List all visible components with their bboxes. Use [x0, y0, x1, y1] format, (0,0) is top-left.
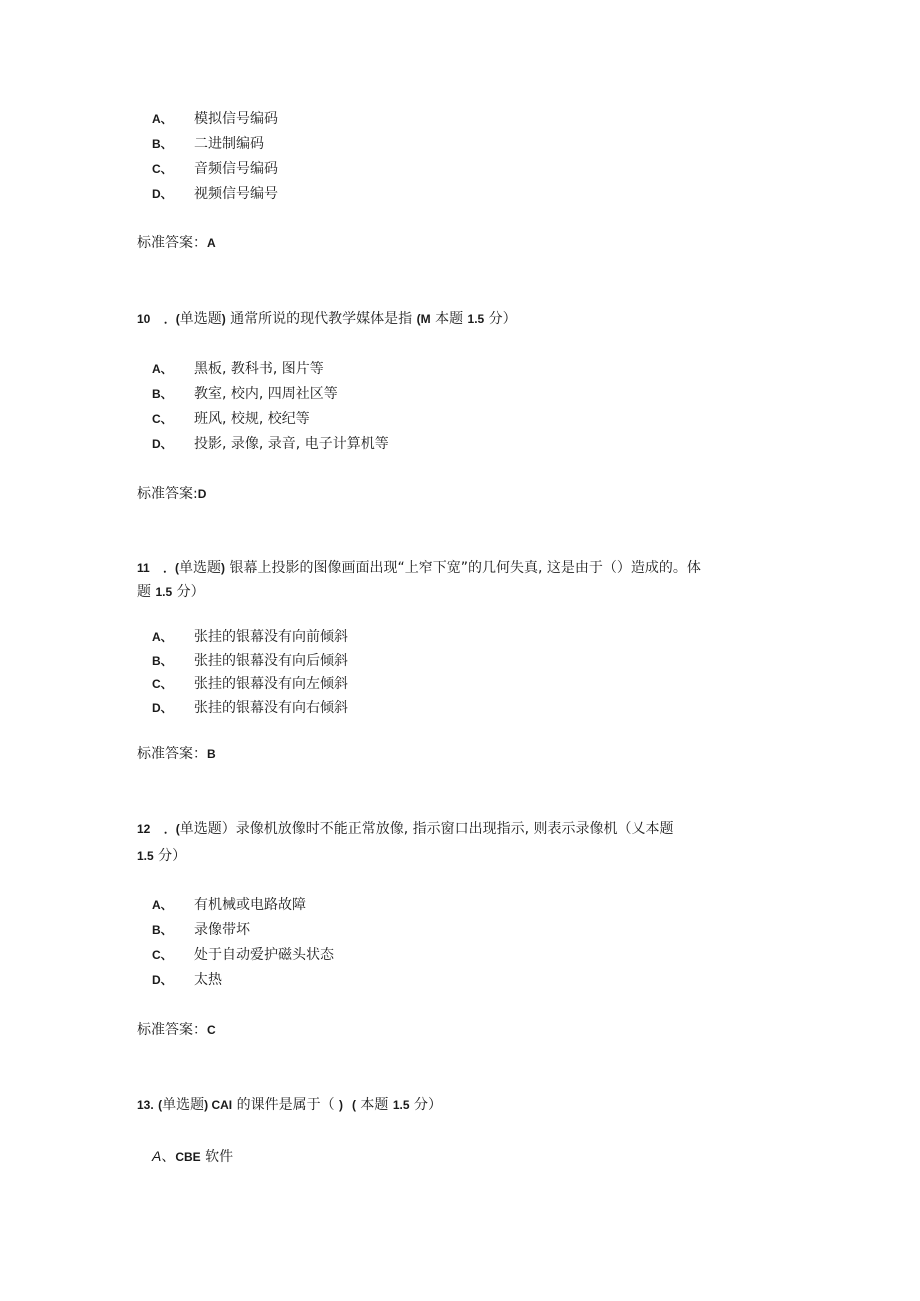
- option-letter: B、: [152, 387, 173, 401]
- answer-label: 标准答案：: [137, 235, 207, 251]
- q11-stem-line2: 题 1.5 分）: [137, 584, 205, 600]
- option-text: 教室, 校内, 四周社区等: [194, 386, 338, 402]
- option-text: 张挂的银幕没有向后倾斜: [194, 653, 348, 669]
- option-letter: A、: [152, 898, 173, 912]
- option-text: 二进制编码: [194, 136, 264, 152]
- q11-answer: [137, 745, 216, 763]
- option-letter: A、: [152, 362, 173, 376]
- option-text: 张挂的银幕没有向前倾斜: [194, 629, 348, 645]
- q13-stem: 13. (单选题) CAI 的课件是属于（ ) ( 本题 1.5 分）: [137, 1097, 442, 1113]
- question-number: 10: [137, 312, 151, 326]
- option-letter: A: [152, 1148, 162, 1164]
- option-letter: A、: [152, 630, 173, 644]
- option-letter: D、: [152, 437, 173, 451]
- answer-value: B: [207, 747, 216, 761]
- option-letter: A、: [152, 112, 173, 126]
- answer-value: C: [207, 1023, 216, 1037]
- option-letter: C、: [152, 412, 173, 426]
- answer-label: 标准答案:: [137, 486, 198, 502]
- option-letter: D、: [152, 973, 173, 987]
- option-letter: B、: [152, 923, 173, 937]
- option-text: 录像带坏: [194, 922, 250, 938]
- option-text: 班风, 校规, 校纪等: [194, 411, 310, 427]
- option-letter: C、: [152, 162, 173, 176]
- answer-value: A: [207, 236, 216, 250]
- option-text: 张挂的银幕没有向右倾斜: [194, 700, 348, 716]
- option-text: 音频信号编码: [194, 161, 278, 177]
- answer-label: 标准答案：: [137, 1022, 207, 1038]
- q11-stem-line1: 11 ．(单选题) 银幕上投影的图像画面出现“上窄下宽”的几何失真, 这是由于（）造成的。体: [137, 560, 701, 576]
- q13-option-a: A、CBE 软件: [152, 1148, 234, 1165]
- option-letter: D、: [152, 187, 173, 201]
- q10-stem: 10 ．(单选题) 通常所说的现代教学媒体是指 (M 本题 1.5 分）: [137, 311, 517, 327]
- q12-stem-line1: 12 ．(单选题）录像机放像时不能正常放像, 指示窗口出现指示, 则表示录像机（乂本题: [137, 821, 674, 837]
- option-letter: C、: [152, 677, 173, 691]
- option-text: 处于自动爱护磁头状态: [194, 947, 334, 963]
- q10-answer: [137, 485, 206, 503]
- option-text: 模拟信号编码: [194, 111, 278, 127]
- option-text: 投影, 录像, 录音, 电子计算机等: [194, 436, 389, 452]
- question-number: 12: [137, 822, 151, 836]
- option-letter: B、: [152, 654, 173, 668]
- q12-stem-line2: 1.5 分）: [137, 848, 187, 864]
- option-letter: B、: [152, 137, 173, 151]
- answer-label: 标准答案：: [137, 746, 207, 762]
- q12-answer: [137, 1021, 216, 1039]
- option-text: 软件: [205, 1149, 234, 1165]
- option-text: 有机械或电路故障: [194, 897, 306, 913]
- option-text: 张挂的银幕没有向左倾斜: [194, 676, 348, 692]
- option-letter: C、: [152, 948, 173, 962]
- option-letter: D、: [152, 701, 173, 715]
- option-text: 太热: [194, 972, 222, 988]
- option-text: 视频信号编号: [194, 186, 278, 202]
- option-text: 黑板, 教科书, 图片等: [194, 361, 324, 377]
- question-number: 13.: [137, 1098, 154, 1112]
- q9-answer: [137, 234, 216, 252]
- answer-value: D: [197, 487, 207, 501]
- question-number: 11: [137, 561, 150, 575]
